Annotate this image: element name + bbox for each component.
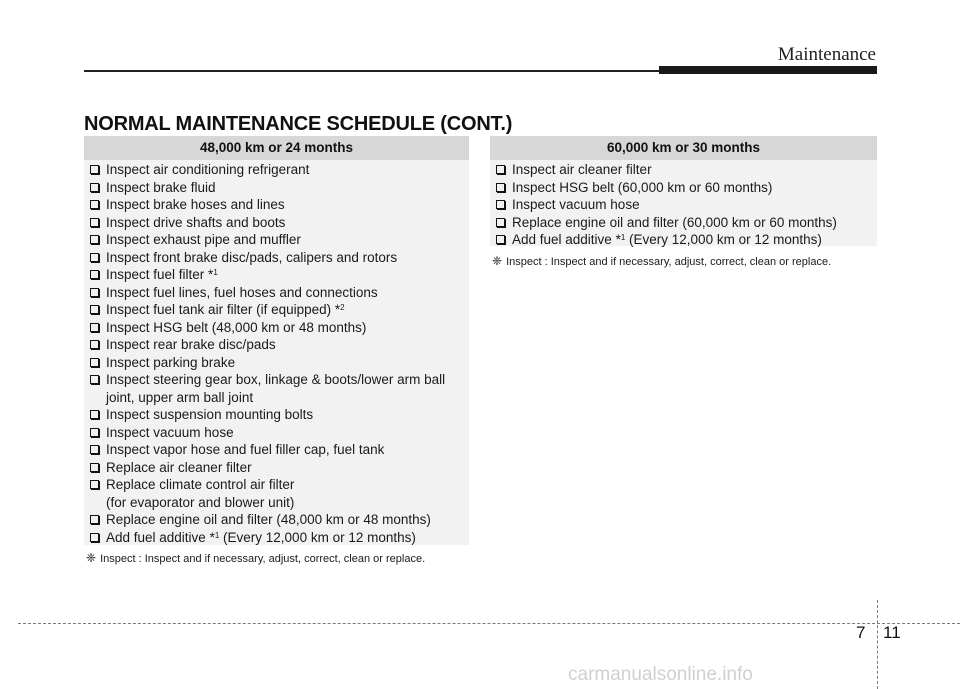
header-bar — [659, 66, 877, 74]
checklist-item-interval: (Every 12,000 km or 12 months) — [219, 529, 416, 545]
checklist-item-text: Replace engine oil and filter (60,000 km or 60 months) — [512, 214, 837, 230]
checklist-item — [496, 214, 873, 232]
checklist-item-text: Inspect fuel tank air filter (if equipped) * — [106, 302, 341, 317]
checklist-item-text: Inspect vapor hose and fuel filler cap, fuel tank — [106, 442, 385, 457]
header-rule — [84, 70, 662, 72]
schedule-48000-box — [84, 136, 469, 545]
checklist-item — [90, 214, 465, 232]
checklist-item-text: Inspect suspension mounting bolts — [106, 407, 314, 422]
footnote-marker: 2 — [340, 303, 345, 312]
checklist-item-text: Replace air cleaner filter — [106, 459, 252, 475]
checklist-item — [90, 284, 465, 302]
checklist-item-text: Replace engine oil and filter (48,000 km or 48 months) — [106, 512, 431, 527]
chapter-number: 7 — [856, 623, 866, 642]
footnote-marker: 1 — [214, 530, 220, 540]
checklist-item — [496, 196, 873, 214]
checklist-item — [90, 424, 465, 442]
schedule-60000-items — [490, 160, 877, 253]
checklist-item-text: Inspect fuel filter * — [106, 267, 214, 282]
checklist-item — [90, 476, 465, 511]
checklist-item-interval: (Every 12,000 km or 12 months) — [625, 232, 822, 247]
checklist-item — [90, 179, 465, 197]
checklist-item-text: Add fuel additive * — [106, 529, 215, 545]
checklist-item-text: Inspect fuel lines, fuel hoses and connections — [106, 284, 378, 300]
checklist-item-text: Inspect HSG belt (48,000 km or 48 months) — [106, 319, 367, 335]
checklist-item — [90, 371, 465, 406]
checklist-item — [496, 231, 873, 249]
schedule-48000-items — [84, 160, 469, 550]
watermark: carmanualsonline.info — [568, 664, 753, 685]
checklist-item-text: Inspect rear brake disc/pads — [106, 337, 276, 352]
checklist-item — [496, 179, 873, 197]
checklist-item — [90, 161, 465, 179]
checklist-item-text: Inspect steering gear box, linkage & boots/lower arm ball — [106, 372, 446, 387]
checklist-item-text: Inspect front brake disc/pads, calipers and rotors — [106, 249, 398, 265]
checklist-item — [496, 161, 873, 179]
checklist-item — [90, 441, 465, 459]
checklist-item-continuation: (for evaporator and blower unit) — [106, 494, 295, 510]
footer-divider — [877, 600, 878, 689]
page-heading: NORMAL MAINTENANCE SCHEDULE (CONT.) — [84, 113, 513, 135]
checklist-item — [90, 319, 465, 337]
footnote-marker: 1 — [213, 268, 218, 277]
schedule-60000-box — [490, 136, 877, 246]
checklist-item — [90, 266, 465, 284]
note-symbol-icon: ❈ — [492, 254, 503, 268]
checklist-item — [90, 529, 465, 547]
checklist-item — [90, 406, 465, 424]
checklist-item-text: Inspect drive shafts and boots — [106, 214, 286, 230]
footer-rule — [18, 623, 960, 625]
checklist-item-text: Add fuel additive * — [512, 232, 621, 247]
checklist-item — [90, 336, 465, 354]
checklist-item — [90, 249, 465, 267]
checklist-item — [90, 459, 465, 477]
checklist-item-text: Inspect HSG belt (60,000 km or 60 months) — [512, 179, 773, 195]
checklist-item-text: Inspect brake fluid — [106, 179, 216, 195]
note-symbol-icon: ❈ — [86, 551, 97, 565]
checklist-item — [90, 196, 465, 214]
section-title: Maintenance — [777, 44, 876, 65]
checklist-item-text: Inspect air cleaner filter — [512, 162, 652, 177]
inspect-note-right — [492, 254, 831, 268]
schedule-60000-title: 60,000 km or 30 months — [490, 136, 877, 160]
schedule-48000-title: 48,000 km or 24 months — [84, 136, 469, 160]
checklist-item-text: Inspect air conditioning refrigerant — [106, 162, 310, 177]
checklist-item-text: Inspect parking brake — [106, 354, 236, 370]
checklist-item-text: Inspect brake hoses and lines — [106, 197, 285, 212]
checklist-item — [90, 354, 465, 372]
checklist-item-text: Inspect exhaust pipe and muffler — [106, 232, 301, 247]
page-number: 11 — [883, 623, 901, 642]
checklist-item — [90, 301, 465, 319]
checklist-item-continuation: joint, upper arm ball joint — [106, 389, 254, 405]
inspect-note-text: Inspect : Inspect and if necessary, adjust, correct, clean or replace. — [506, 256, 832, 268]
inspect-note-left — [86, 551, 425, 565]
checklist-item-text: Replace climate control air filter — [106, 477, 295, 492]
footnote-marker: 1 — [620, 233, 626, 242]
checklist-item — [90, 231, 465, 249]
checklist-item-text: Inspect vacuum hose — [512, 197, 640, 212]
checklist-item-text: Inspect vacuum hose — [106, 424, 234, 440]
checklist-item — [90, 511, 465, 529]
inspect-note-text: Inspect : Inspect and if necessary, adjust, correct, clean or replace. — [100, 553, 426, 565]
